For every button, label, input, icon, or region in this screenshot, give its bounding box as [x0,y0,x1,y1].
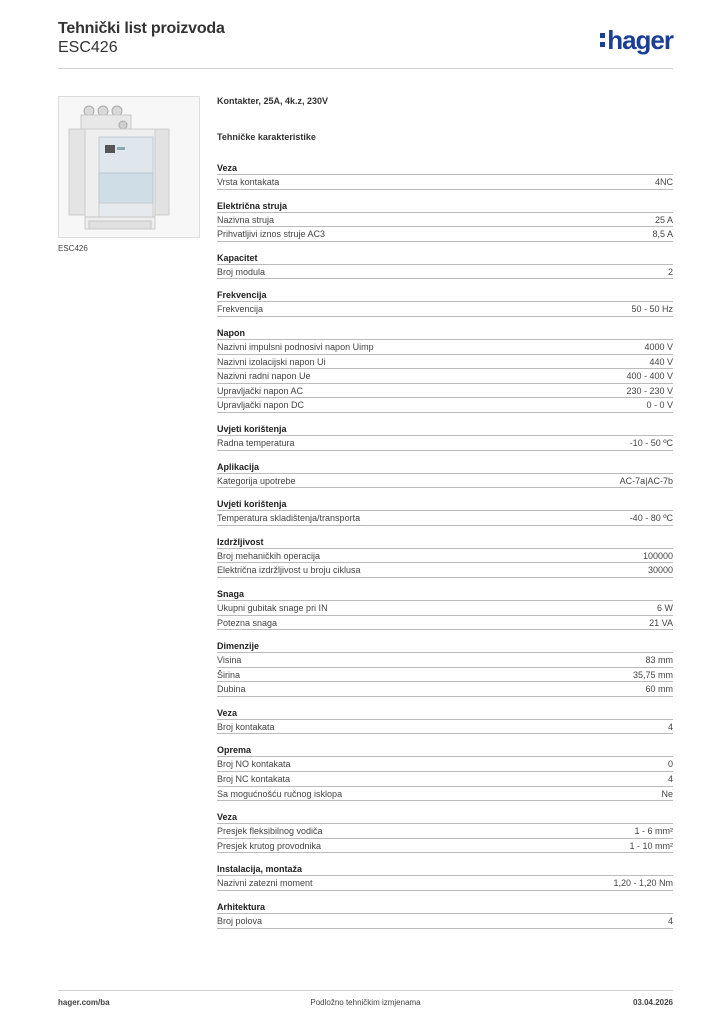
spec-row [217,668,673,683]
spec-row [217,265,673,280]
spec-label: Prihvatljivi iznos struje AC3 [217,229,326,240]
spec-group [217,578,673,630]
spec-label: Nazivni izolacijski napon Ui [217,356,326,367]
spec-value: 8,5 A [652,229,673,240]
spec-value: AC-7a|AC-7b [619,475,673,486]
spec-group [217,891,673,929]
spec-group [217,734,673,801]
spec-value: 4 [667,774,673,785]
spec-group-title: Arhitektura [217,900,673,914]
header-divider [58,68,673,69]
footer-notice: Podložno tehničkim izmjenama [310,998,421,1007]
spec-row [217,549,673,564]
spec-group [217,317,673,413]
spec-value: 83 mm [645,655,673,666]
spec-label: Presjek krutog provodnika [217,840,322,851]
page-header [58,20,673,70]
spec-row [217,824,673,839]
spec-groups [217,152,673,929]
spec-value: 35,75 mm [632,669,673,680]
spec-row [217,616,673,631]
spec-value: Ne [661,788,673,799]
section-title: Tehničke karakteristike [217,132,316,142]
spec-row [217,474,673,489]
spec-label: Sa mogućnošću ručnog isklopa [217,788,343,799]
spec-label: Ukupni gubitak snage pri IN [217,602,328,613]
spec-row [217,340,673,355]
spec-row [217,787,673,802]
spec-group [217,853,673,891]
spec-label: Dubina [217,684,246,695]
spec-value: 4NC [654,177,673,187]
spec-label: Upravljački napon DC [217,400,305,411]
spec-label: Električna izdržljivost u broju ciklusa [217,565,361,576]
footer-divider [58,990,673,991]
spec-row [217,682,673,697]
spec-value: 4 [667,916,673,927]
spec-value: 440 V [649,356,673,367]
spec-group-title: Uvjeti korištenja [217,497,673,511]
spec-value: 230 - 230 V [626,385,673,396]
spec-label: Broj NO kontakata [217,759,291,770]
spec-label: Frekvencija [217,304,264,315]
spec-value: 0 - 0 V [646,400,673,411]
footer-website[interactable]: hager.com/ba [58,998,110,1007]
spec-label: Broj polova [217,916,263,927]
spec-group [217,488,673,526]
spec-value: 4 [667,721,673,732]
spec-row [217,757,673,772]
spec-value: -40 - 80 ºC [629,513,673,524]
spec-label: Vrsta kontakata [217,177,280,187]
spec-row [217,653,673,668]
product-image [58,96,200,238]
spec-label: Upravljački napon AC [217,385,304,396]
spec-row [217,839,673,854]
spec-group [217,526,673,578]
spec-value: 0 [667,759,673,770]
spec-group-title: Instalacija, montaža [217,862,673,876]
spec-value: 30000 [647,565,673,576]
spec-label: Kategorija upotrebe [217,475,296,486]
spec-group [217,451,673,489]
product-description: Kontakter, 25A, 4k.z, 230V [217,96,329,106]
spec-group [217,190,673,242]
spec-label: Presjek fleksibilnog vodiča [217,826,323,837]
hager-logo [600,26,673,54]
spec-label: Širina [217,669,241,680]
spec-label: Temperatura skladištenja/transporta [217,513,361,524]
spec-group-title: Frekvencija [217,288,673,302]
image-caption: ESC426 [58,244,88,253]
spec-group-title: Veza [217,810,673,824]
product-code: ESC426 [58,39,118,56]
footer-date: 03.04.2026 [632,998,673,1007]
spec-row [217,563,673,578]
spec-label: Nazivna struja [217,214,275,225]
spec-group-title: Oprema [217,743,673,757]
spec-value: 400 - 400 V [626,371,673,382]
contactor-illustration [59,97,200,238]
spec-row [217,436,673,451]
spec-value: 1 - 6 mm² [634,826,673,837]
spec-row [217,398,673,413]
spec-group [217,801,673,853]
spec-group-title: Dimenzije [217,639,673,653]
spec-row [217,384,673,399]
logo-text: hager [607,25,673,55]
spec-row [217,876,673,891]
spec-label: Broj NC kontakata [217,774,291,785]
spec-group-title: Uvjeti korištenja [217,422,673,436]
spec-group-title: Aplikacija [217,460,673,474]
spec-group-title: Napon [217,326,673,340]
spec-label: Broj mehaničkih operacija [217,550,321,561]
spec-value: 100000 [642,550,673,561]
spec-row [217,511,673,526]
spec-label: Nazivni impulsni podnosivi napon Uimp [217,341,374,352]
spec-value: 50 - 50 Hz [631,304,673,315]
spec-group [217,152,673,190]
spec-label: Nazivni zatezni moment [217,878,313,889]
document-title: Tehnički list proizvoda [58,20,225,37]
spec-label: Nazivni radni napon Ue [217,371,311,382]
spec-label: Visina [217,655,242,666]
spec-label: Broj kontakata [217,721,275,732]
spec-row [217,720,673,735]
logo-dots-icon [600,33,605,47]
spec-label: Potezna snaga [217,617,278,628]
spec-value: 21 VA [649,617,673,628]
spec-row [217,175,673,190]
spec-group-title: Veza [217,161,673,175]
spec-label: Radna temperatura [217,437,295,448]
spec-row [217,601,673,616]
spec-group-title: Kapacitet [217,251,673,265]
spec-value: 6 W [656,602,673,613]
spec-group [217,279,673,317]
spec-row [217,772,673,787]
spec-group [217,630,673,697]
spec-group-title: Veza [217,706,673,720]
spec-group [217,242,673,280]
spec-row [217,302,673,317]
spec-content [217,96,673,929]
spec-label: Broj modula [217,266,266,277]
spec-row [217,355,673,370]
spec-value: -10 - 50 ºC [629,437,673,448]
spec-row [217,227,673,242]
spec-group [217,413,673,451]
spec-value: 4000 V [644,341,673,352]
spec-value: 60 mm [645,684,673,695]
spec-group-title: Izdržljivost [217,535,673,549]
spec-group-title: Snaga [217,587,673,601]
spec-group-title: Električna struja [217,199,673,213]
spec-value: 2 [667,266,673,277]
spec-value: 25 A [654,214,673,225]
spec-value: 1 - 10 mm² [629,840,673,851]
spec-row [217,914,673,929]
spec-group [217,697,673,735]
spec-row [217,213,673,228]
spec-row [217,369,673,384]
spec-value: 1,20 - 1,20 Nm [613,878,673,889]
